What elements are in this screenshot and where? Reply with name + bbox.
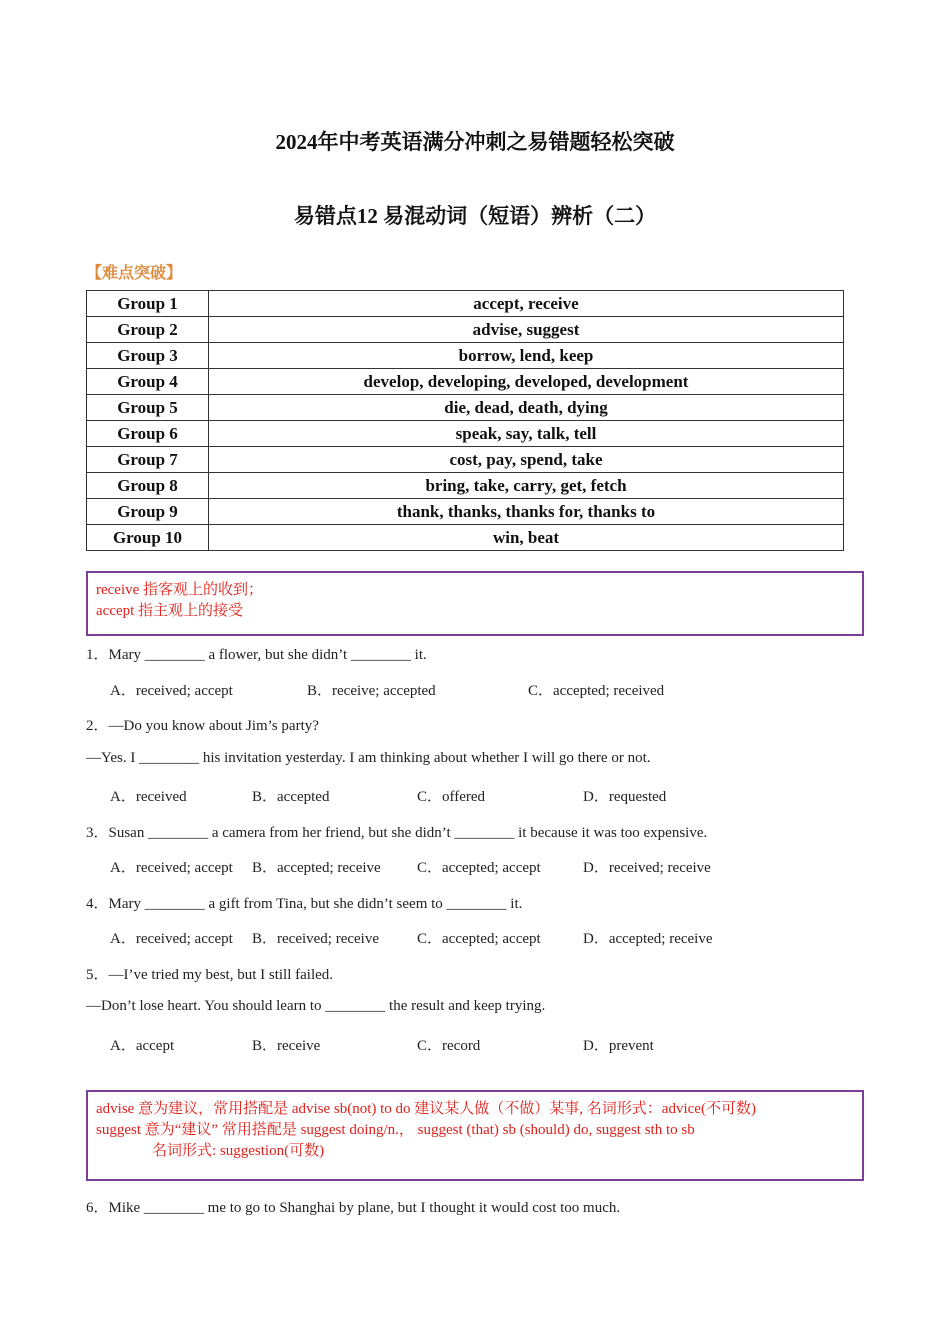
question-5-line-2: —Don’t lose heart. You should learn to ________ the result and keep trying. (86, 998, 546, 1014)
group-name: Group 4 (87, 369, 209, 395)
note-line: receive 指客观上的收到； (96, 582, 264, 598)
question-2-line-2: —Yes. I ________ his invitation yesterday. I am thinking about whether I will go there or not. (86, 750, 651, 766)
note-line: accept 指主观上的接受 (96, 603, 244, 619)
option-b: B．receive; accepted (307, 683, 436, 699)
option-a: A．accept (110, 1038, 175, 1054)
group-words: accept, receive (209, 291, 844, 317)
groups-table (86, 290, 844, 551)
table-row (87, 343, 844, 369)
group-name: Group 3 (87, 343, 209, 369)
note-accept-receive (86, 571, 864, 636)
question-4-options (110, 927, 850, 947)
group-words: die, dead, death, dying (209, 395, 844, 421)
table-row (87, 369, 844, 395)
group-words: speak, say, talk, tell (209, 421, 844, 447)
group-name: Group 2 (87, 317, 209, 343)
question-6: 6．Mike ________ me to go to Shanghai by plane, but I thought it would cost too much. (86, 1200, 621, 1216)
option-c: C．offered (417, 789, 486, 805)
group-words: thank, thanks, thanks for, thanks to (209, 499, 844, 525)
option-d: D．accepted; receive (583, 931, 713, 947)
option-d: D．requested (583, 789, 667, 805)
question-2-options (110, 785, 850, 805)
option-c: C．accepted; received (528, 683, 665, 699)
group-name: Group 10 (87, 525, 209, 551)
table-row (87, 447, 844, 473)
table-row (87, 317, 844, 343)
section-label: 【难点突破】 (86, 265, 183, 282)
question-5-options (110, 1034, 850, 1054)
note-line: advise 意为建议，常用搭配是 advise sb(not) to do 建议某人做（不做）某事, 名词形式：advice(不可数) (96, 1101, 756, 1117)
option-b: B．accepted (252, 789, 330, 805)
option-c: C．record (417, 1038, 481, 1054)
note-line: 名词形式: suggestion(可数) (152, 1143, 325, 1159)
table-row (87, 473, 844, 499)
question-4: 4．Mary ________ a gift from Tina, but she didn’t seem to ________ it. (86, 896, 523, 912)
group-name: Group 7 (87, 447, 209, 473)
table-row (87, 395, 844, 421)
question-2: 2．—Do you know about Jim’s party? (86, 718, 319, 734)
group-name: Group 8 (87, 473, 209, 499)
note-advise-suggest (86, 1090, 864, 1181)
option-b: B．received; receive (252, 931, 380, 947)
table-row (87, 291, 844, 317)
document-subtitle: 易错点12 易混动词（短语）辨析（二） (293, 204, 657, 228)
group-name: Group 5 (87, 395, 209, 421)
option-b: B．accepted; receive (252, 860, 381, 876)
group-words: borrow, lend, keep (209, 343, 844, 369)
option-a: A．received; accept (110, 683, 233, 699)
note-line: suggest 意为“建议” 常用搭配是 suggest doing/n.， suggest (that) sb (should) do, suggest sth to sb (96, 1122, 695, 1138)
table-row (87, 499, 844, 525)
table-row (87, 525, 844, 551)
option-d: D．prevent (583, 1038, 654, 1054)
option-c: C．accepted; accept (417, 860, 541, 876)
group-words: advise, suggest (209, 317, 844, 343)
option-b: B．receive (252, 1038, 321, 1054)
table-row (87, 421, 844, 447)
document-title: 2024年中考英语满分冲刺之易错题轻松突破 (275, 130, 675, 154)
group-name: Group 9 (87, 499, 209, 525)
question-3: 3．Susan ________ a camera from her friend, but she didn’t ________ it because it was too expensive. (86, 825, 708, 841)
question-1-options (110, 679, 850, 699)
option-a: A．received; accept (110, 931, 233, 947)
question-5: 5．—I’ve tried my best, but I still failed. (86, 967, 334, 983)
option-c: C．accepted; accept (417, 931, 541, 947)
option-a: A．received; accept (110, 860, 233, 876)
group-words: develop, developing, developed, development (209, 369, 844, 395)
group-words: bring, take, carry, get, fetch (209, 473, 844, 499)
group-name: Group 6 (87, 421, 209, 447)
question-3-options (110, 856, 850, 876)
group-words: cost, pay, spend, take (209, 447, 844, 473)
group-words: win, beat (209, 525, 844, 551)
group-name: Group 1 (87, 291, 209, 317)
option-d: D．received; receive (583, 860, 711, 876)
question-1: 1．Mary ________ a flower, but she didn’t ________ it. (86, 647, 427, 663)
option-a: A．received (110, 789, 187, 805)
